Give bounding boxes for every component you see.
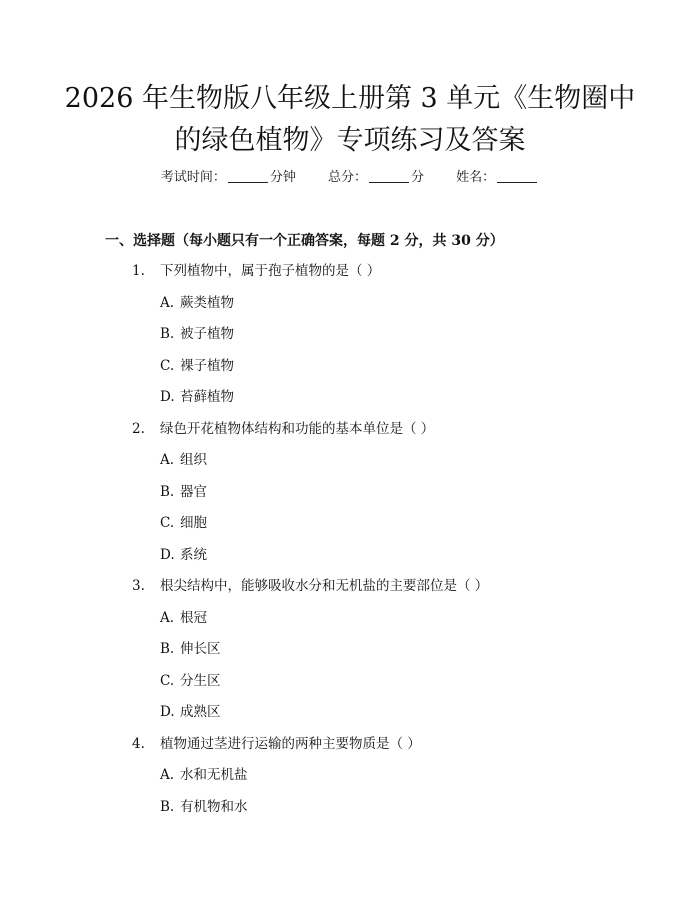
section-heading: 一、选择题（每小题只有一个正确答案，每题 2 分，共 30 分） xyxy=(105,233,504,249)
question-1-option-b xyxy=(0,321,700,353)
question-3-option-d xyxy=(0,699,700,731)
question-number: 2. xyxy=(132,420,145,437)
option-text: 成熟区 xyxy=(180,704,221,720)
question-1-option-a xyxy=(0,290,700,322)
question-4-option-b xyxy=(0,794,700,826)
question-list xyxy=(0,258,700,825)
question-2-option-d xyxy=(0,542,700,574)
option-letter: A. xyxy=(160,767,175,783)
option-text: 有机物和水 xyxy=(180,798,248,815)
question-2-option-c xyxy=(0,510,700,542)
option-text: 水和无机盐 xyxy=(180,767,248,783)
question-4 xyxy=(0,731,700,763)
option-letter: B. xyxy=(160,326,175,342)
student-name-blank xyxy=(497,168,537,183)
question-1 xyxy=(0,258,700,290)
option-text: 细胞 xyxy=(180,515,207,531)
total-score-blank xyxy=(369,168,409,183)
exam-time-field xyxy=(161,168,296,188)
question-2 xyxy=(0,416,700,448)
option-text: 蕨类植物 xyxy=(180,294,234,311)
question-3-option-a xyxy=(0,605,700,637)
question-1-option-c xyxy=(0,353,700,385)
option-letter: A. xyxy=(160,294,175,311)
option-letter: A. xyxy=(160,609,175,626)
option-text: 组织 xyxy=(180,452,207,468)
total-score-unit: 分 xyxy=(411,170,425,185)
option-letter: B. xyxy=(160,641,175,657)
question-stem: 绿色开花植物体结构和功能的基本单位是（ ） xyxy=(160,420,435,437)
total-score-field xyxy=(328,168,424,188)
question-3 xyxy=(0,573,700,605)
option-text: 苔藓植物 xyxy=(180,389,234,405)
option-text: 器官 xyxy=(180,483,207,500)
question-2-option-a xyxy=(0,447,700,479)
total-score-label: 总分： xyxy=(327,170,367,185)
exam-time-unit: 分钟 xyxy=(269,170,296,185)
option-letter: C. xyxy=(160,515,175,531)
option-letter: D. xyxy=(160,389,175,405)
question-number: 3. xyxy=(132,578,145,594)
option-text: 系统 xyxy=(180,546,207,563)
option-text: 被子植物 xyxy=(180,326,234,342)
page-title: 2026 年生物版八年级上册第 3 单元《生物圈中的绿色植物》专项练习及答案 xyxy=(64,83,636,156)
option-letter: C. xyxy=(160,357,175,374)
question-1-option-d xyxy=(0,384,700,416)
option-letter: D. xyxy=(160,546,175,563)
question-number: 4. xyxy=(132,735,145,752)
exam-time-blank xyxy=(228,168,268,183)
option-text: 分生区 xyxy=(180,672,221,689)
option-text: 根冠 xyxy=(180,609,207,626)
question-stem: 植物通过茎进行运输的两种主要物质是（ ） xyxy=(160,735,421,752)
question-3-option-c xyxy=(0,668,700,700)
option-letter: B. xyxy=(160,483,175,500)
option-letter: A. xyxy=(160,452,175,468)
option-letter: D. xyxy=(160,704,175,720)
question-4-option-a xyxy=(0,762,700,794)
question-2-option-b xyxy=(0,479,700,511)
question-3-option-b xyxy=(0,636,700,668)
question-number: 1. xyxy=(132,263,145,279)
option-letter: B. xyxy=(160,798,175,815)
option-text: 伸长区 xyxy=(180,641,221,657)
exam-meta xyxy=(0,168,700,188)
student-name-field xyxy=(456,168,539,188)
option-letter: C. xyxy=(160,672,175,689)
student-name-label: 姓名： xyxy=(456,170,496,185)
question-stem: 根尖结构中，能够吸收水分和无机盐的主要部位是（ ） xyxy=(160,578,489,594)
question-stem: 下列植物中，属于孢子植物的是（ ） xyxy=(160,263,381,279)
option-text: 裸子植物 xyxy=(180,357,234,374)
exam-time-label: 考试时间： xyxy=(160,170,226,185)
